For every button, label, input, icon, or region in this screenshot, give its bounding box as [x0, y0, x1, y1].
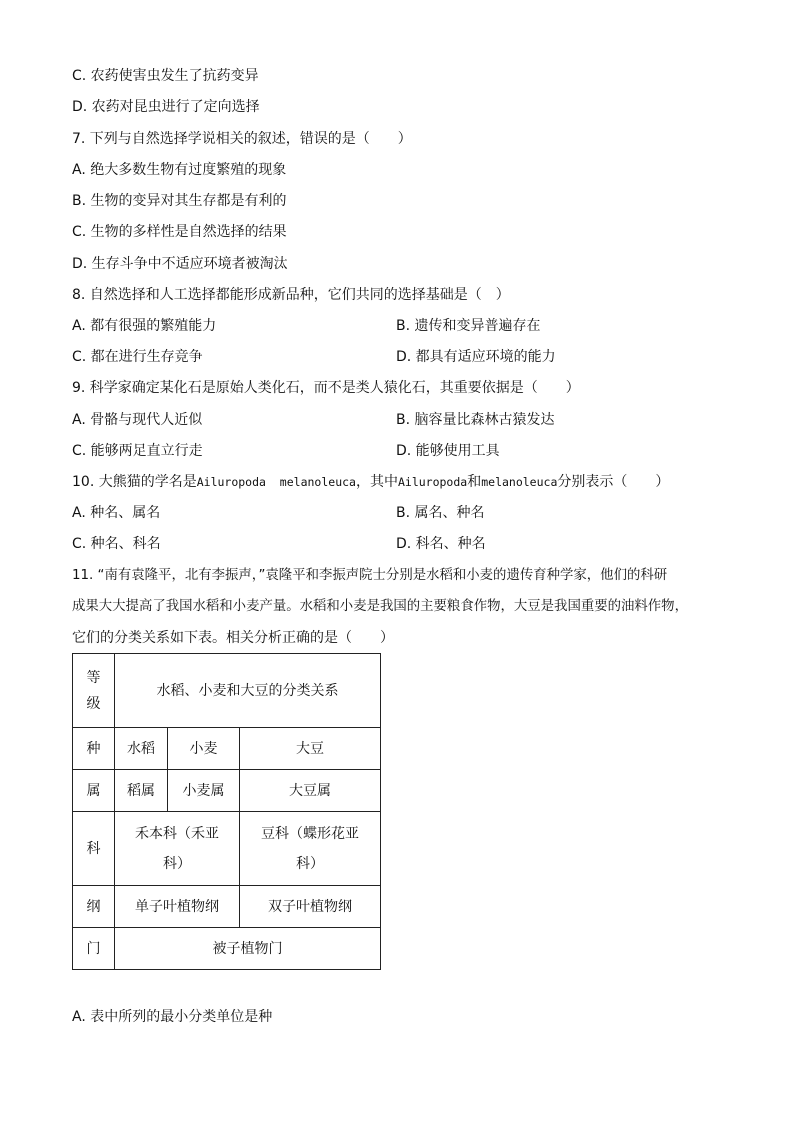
q7-option-b: B. 生物的变异对其生存都是有利的	[72, 193, 287, 209]
table-cell: 小麦属	[168, 770, 240, 812]
q6-option-c: C. 农药使害虫发生了抗药变异	[72, 68, 259, 84]
q8-option-a: A. 都有很强的繁殖能力	[72, 318, 217, 334]
table-cell: 水稻	[115, 728, 168, 770]
q11-option-a: A. 表中所列的最小分类单位是种	[72, 1009, 273, 1025]
q8-option-d: D. 都具有适应环境的能力	[396, 349, 556, 365]
header-title-cell: 水稻、小麦和大豆的分类关系	[115, 654, 381, 728]
q10-species-term: melanoleuca	[481, 475, 558, 489]
table-cell: 单子叶植物纲	[115, 886, 240, 928]
table-row-family	[73, 812, 381, 886]
q7-option-a: A. 绝大多数生物有过度繁殖的现象	[72, 162, 287, 178]
table-row-species	[73, 728, 381, 770]
table-cell: 豆科（蝶形花亚科）	[240, 812, 381, 886]
q9-option-a: A. 骨骼与现代人近似	[72, 412, 203, 428]
table-row-genus	[73, 770, 381, 812]
q10-option-b: B. 属名、种名	[396, 505, 485, 521]
table-cell: 小麦	[168, 728, 240, 770]
q8-option-b: B. 遗传和变异普遍存在	[396, 318, 541, 334]
q10-option-d: D. 科名、种名	[396, 536, 486, 552]
q7-option-d: D. 生存斗争中不适应环境者被淘汰	[72, 256, 288, 272]
q7-stem: 7. 下列与自然选择学说相关的叙述，错误的是（ ）	[72, 131, 412, 147]
q9-option-c: C. 能够两足直立行走	[72, 443, 203, 459]
table-cell: 被子植物门	[115, 928, 381, 970]
header-level-cell: 等级	[73, 654, 115, 728]
classification-table	[72, 653, 381, 970]
q10-stem-and: 和	[467, 474, 482, 490]
q10-stem-mid: ，其中	[355, 474, 398, 490]
q10-stem-pre: 10. 大熊猫的学名是	[72, 474, 197, 490]
row-label: 科	[73, 812, 115, 886]
table-cell: 稻属	[115, 770, 168, 812]
table-row-class	[73, 886, 381, 928]
table-header-row	[73, 654, 381, 728]
table-cell: 禾本科（禾亚科）	[115, 812, 240, 886]
row-label: 种	[73, 728, 115, 770]
q9-option-b: B. 脑容量比森林古猿发达	[396, 412, 555, 428]
q10-stem	[72, 473, 669, 491]
q10-option-c: C. 种名、科名	[72, 536, 161, 552]
q11-stem-line1: 11. “南有袁隆平，北有李振声，”袁隆平和李振声院士分别是水稻和小麦的遗传育种学家，他们的科研	[72, 568, 668, 583]
q8-option-c: C. 都在进行生存竞争	[72, 349, 203, 365]
q8-stem: 8. 自然选择和人工选择都能形成新品种，它们共同的选择基础是（ ）	[72, 287, 510, 303]
q9-option-d: D. 能够使用工具	[396, 443, 500, 459]
q11-stem-line3: 它们的分类关系如下表。相关分析正确的是（ ）	[72, 630, 394, 646]
q11-stem-line2: 成果大大提高了我国水稻和小麦产量。水稻和小麦是我国的主要粮食作物，大豆是我国重要的油料作物，	[72, 599, 688, 614]
table-cell: 双子叶植物纲	[240, 886, 381, 928]
q10-stem-post: 分别表示（ ）	[557, 474, 670, 490]
q9-stem: 9. 科学家确定某化石是原始人类化石，而不是类人猿化石，其重要依据是（ ）	[72, 380, 580, 396]
table-cell: 大豆属	[240, 770, 381, 812]
q7-option-c: C. 生物的多样性是自然选择的结果	[72, 224, 287, 240]
q10-genus-term: Ailuropoda	[397, 475, 468, 489]
q10-latin-name: Ailuropoda melanoleuca	[196, 475, 356, 489]
q6-option-d: D. 农药对昆虫进行了定向选择	[72, 99, 260, 115]
table-row-phylum	[73, 928, 381, 970]
row-label: 纲	[73, 886, 115, 928]
row-label: 属	[73, 770, 115, 812]
table-cell: 大豆	[240, 728, 381, 770]
row-label: 门	[73, 928, 115, 970]
q10-option-a: A. 种名、属名	[72, 505, 161, 521]
